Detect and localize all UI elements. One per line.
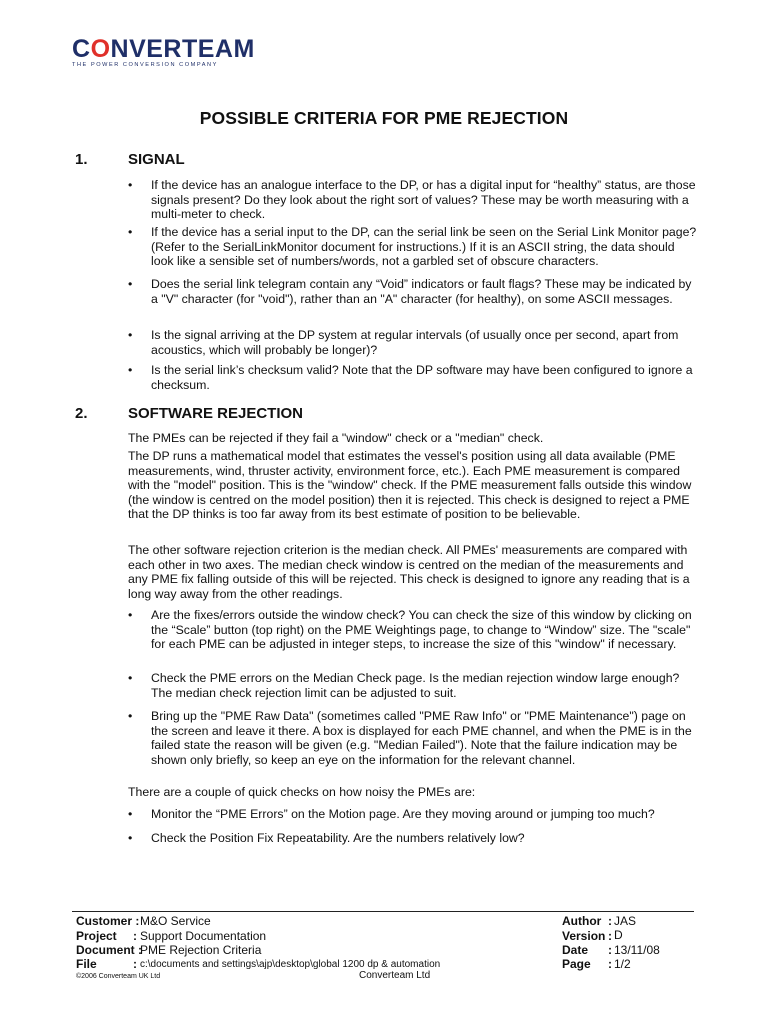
document-title: POSSIBLE CRITERIA FOR PME REJECTION xyxy=(199,108,569,128)
footer-project-value: Support Documentation xyxy=(140,929,267,943)
footer-version-colon: : xyxy=(608,929,612,943)
company-logo xyxy=(72,36,255,68)
footer-file-colon: : xyxy=(133,957,137,971)
paragraph: The DP runs a mathematical model that estimates the vessel's position using all data available (PME measurements, wind, thruster activity, environment force, etc.). Each PME measurement is compared with the "model" position. This is the "window" check. If the PME measurement falls outside this window (the window is centred on the model position) then it is rejected. This check is designed to reject a PME that the DP thinks is too far away from its best estimate of position to be believable. xyxy=(128,449,692,522)
footer-version-value: D xyxy=(614,928,623,942)
footer-author-label: Author xyxy=(562,914,602,928)
footer-document-value: PME Rejection Criteria xyxy=(140,943,262,957)
section2-heading: 2. SOFTWARE REJECTION xyxy=(75,405,304,422)
paragraph: The PMEs can be rejected if they fail a "window" check or a "median" check. xyxy=(128,431,544,445)
paragraph: The other software rejection criterion is the median check. All PMEs' measurements are compared with each other in two axes. The median check window is centred on the median of the measurements and any PME fix falling outside of this will be rejected. This check is designed to ignore any reading that is a long way away from the other readings. xyxy=(128,543,690,601)
footer-company: Converteam Ltd xyxy=(359,970,431,981)
footer-file-value: c:\documents and settings\ajp\desktop\global 1200 dp & automation xyxy=(140,959,441,970)
footer-document-label: Document : xyxy=(76,943,142,957)
footer-rule xyxy=(72,911,694,912)
logo-tagline: THE POWER CONVERSION COMPANY xyxy=(72,62,218,68)
footer-date-value: 13/11/08 xyxy=(614,943,660,957)
footer-page-value: 1/2 xyxy=(614,957,631,971)
footer-version-label: Version xyxy=(562,929,606,943)
footer-date-label: Date xyxy=(562,943,589,957)
footer-project-label: Project xyxy=(76,929,117,943)
paragraph: There are a couple of quick checks on how noisy the PMEs are: xyxy=(128,785,476,799)
footer-customer-value: M&O Service xyxy=(140,914,211,928)
footer-file-label: File xyxy=(76,957,97,971)
section1-heading: 1. SIGNAL xyxy=(75,151,185,168)
footer-author-value: JAS xyxy=(614,914,637,928)
footer-page-label: Page xyxy=(562,957,591,971)
footer-page-colon: : xyxy=(608,957,612,971)
footer-author-colon: : xyxy=(608,914,612,928)
footer-date-colon: : xyxy=(608,943,612,957)
logo-wordmark: CONVERTEAM xyxy=(72,35,255,63)
footer-project-colon: : xyxy=(133,929,137,943)
footer-customer-label: Customer : xyxy=(76,914,140,928)
footer-copyright: ©2006 Converteam UK Ltd xyxy=(76,973,161,980)
